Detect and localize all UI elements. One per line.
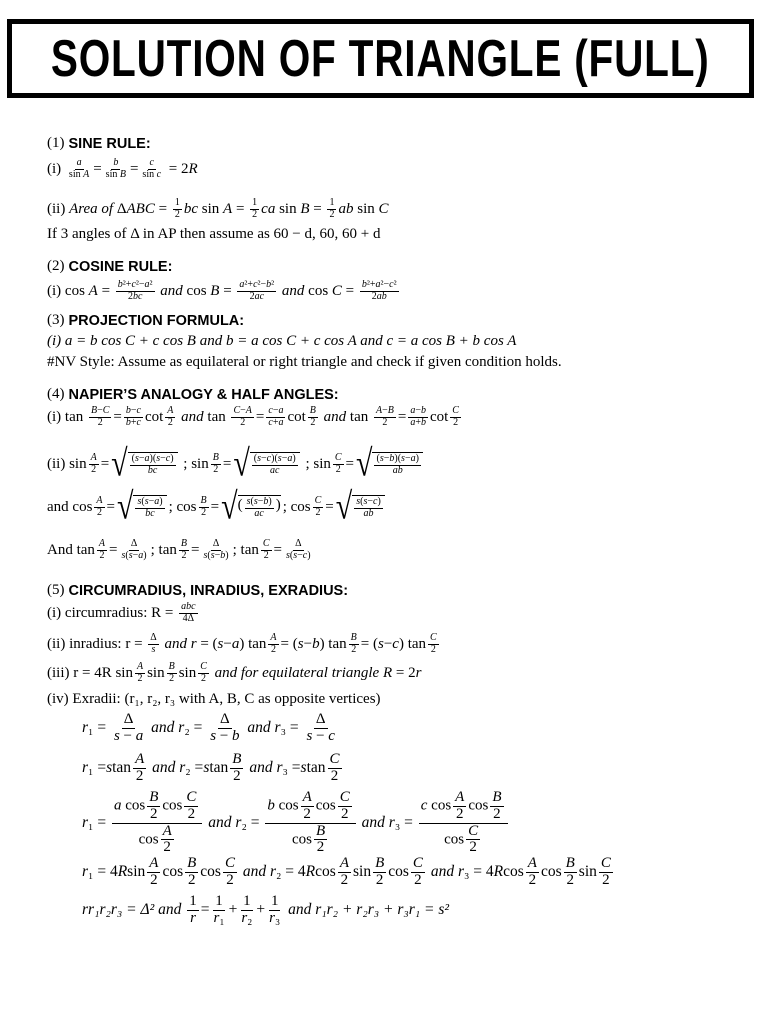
section-number: (5) bbox=[47, 582, 65, 598]
equilateral-label: (iii) r = 4R sin bbox=[47, 664, 133, 681]
area-formula: (ii) Area of Δ ABC = 1 2 bc sin A = 1 2 ca sin B = 1 2 ab sin C bbox=[47, 197, 389, 220]
final-line-a: rr₁r₂r₃ = Δ² and bbox=[82, 901, 182, 919]
section-sine-rule bbox=[47, 135, 151, 152]
section-projection bbox=[47, 312, 244, 329]
half-angle-tan: And tan A 2 = Δ s(s−a) ; tan B 2 = Δ s(s−b) ; tan C 2 = Δ s(s−c) bbox=[47, 538, 311, 561]
page-title: SOLUTION OF TRIANGLE (FULL) bbox=[51, 29, 710, 88]
exradii-formula-4: r ₁ = 4 R sin A 2 cos B 2 cos C 2 and r ₂ = 4 R cos A 2 sin B 2 cos C 2 and r ₃ = 4 R cos A 2 cos B 2 sin C 2 bbox=[82, 855, 611, 888]
section-heading: PROJECTION FORMULA: bbox=[68, 312, 245, 329]
sine-rule-formula: (i) a sin A = b sin B = c sin c = 2 R bbox=[47, 157, 198, 180]
nv-style-note: #NV Style: Assume as equilateral or right triangle and check if given condition holds. bbox=[47, 354, 562, 370]
section-number: (4) bbox=[47, 386, 65, 402]
half-angle-cos: and cos A 2 = √ s(s−a) bc ; cos B 2 = √ ( s(s−b) ac ) ; cos C 2 = √ s(s−c) ab bbox=[47, 492, 387, 522]
ap-note: If 3 angles of Δ in AP then assume as 60 − d, 60, 60 + d bbox=[47, 226, 381, 242]
circumradius-label: (i) circumradius: R = bbox=[47, 604, 174, 621]
circumradius-formula: (i) circumradius: R = abc 4Δ bbox=[47, 601, 196, 624]
section-number: (2) bbox=[47, 258, 65, 274]
exradii-formula-3: r ₁ = a cos $\frac{B}{2}$ cos $\frac{C}{2}$ cos $\frac{A}{2}$ and r ₂ = b cos $\frac{A}{2}$ cos $\frac{C}{2}$ cos $\frac{B}{2}$ and r ₃ = c cos $\frac{A}{2}$ cos $\frac{B}{2}$ cos $\frac{C}{2}$ bbox=[82, 790, 510, 856]
section-number: (1) bbox=[47, 135, 65, 151]
exradii-label: (iv) Exradii: (r₁, r₂, r₃ with A, B, C as opposite vertices) bbox=[47, 691, 381, 707]
final-line-b: and r₁r₂ + r₂r₃ + r₃r₁ = s² bbox=[288, 901, 450, 919]
section-heading: NAPIER’S ANALOGY & HALF ANGLES: bbox=[68, 386, 339, 403]
napier-formula: (i) tan B−C 2 = b−c b+c cot A 2 and tan C−A 2 = c−a c+a cot B 2 and tan A−B 2 = a−b a+b cot C 2 bbox=[47, 405, 459, 428]
cosine-rule-formula: (i) cos A = b²+c²−a² 2bc and cos B = a²+c²−b² 2ac and cos C = b²+a²−c² 2ab bbox=[47, 279, 397, 302]
projection-formula: (i) a = b cos C + c cos B and b = a cos C + c cos A and c = a cos B + b cos A bbox=[47, 333, 517, 349]
section-number: (3) bbox=[47, 312, 65, 328]
section-napier bbox=[47, 386, 339, 403]
exradii-formula-2: r ₁ = s tan A 2 and r ₂ = s tan B 2 and r ₃ = s tan C 2 bbox=[82, 751, 340, 784]
exradii-formula-1: r ₁ = Δ s − a and r ₂ = Δ s − b and r ₃ = Δ s − c bbox=[82, 711, 335, 744]
section-heading: CIRCUMRADIUS, INRADIUS, EXRADIUS: bbox=[68, 582, 349, 599]
section-heading: SINE RULE: bbox=[68, 135, 151, 152]
title-box bbox=[7, 19, 754, 98]
exradii-formula-5: rr₁r₂r₃ = Δ² and 1 r = 1 r₁ + 1 r₂ + 1 r₃ and r₁r₂ + r₂r₃ + r₃r₁ = s² bbox=[82, 893, 450, 926]
equilateral-formula: (iii) r = 4R sin A 2 sin B 2 sin C 2 and for equilateral triangle R = 2 r bbox=[47, 661, 422, 684]
section-radii bbox=[47, 582, 348, 599]
inradius-label: (ii) inradius: r = bbox=[47, 635, 143, 652]
half-angle-sin: (ii) sin A 2 = √ (s−a)(s−c) bc ; sin B 2 = √ (s−c)(s−a) ac ; sin C 2 = √ (s−b)(s−a) ab bbox=[47, 449, 425, 479]
section-heading: COSINE RULE: bbox=[68, 258, 173, 275]
inradius-formula: (ii) inradius: r = $\frac{\Delta}{s}$ and r = ( s − a ) tan A 2 = ( s − b ) tan B 2 = ( s − c ) tan C 2 bbox=[47, 632, 437, 655]
section-cosine-rule bbox=[47, 258, 172, 275]
